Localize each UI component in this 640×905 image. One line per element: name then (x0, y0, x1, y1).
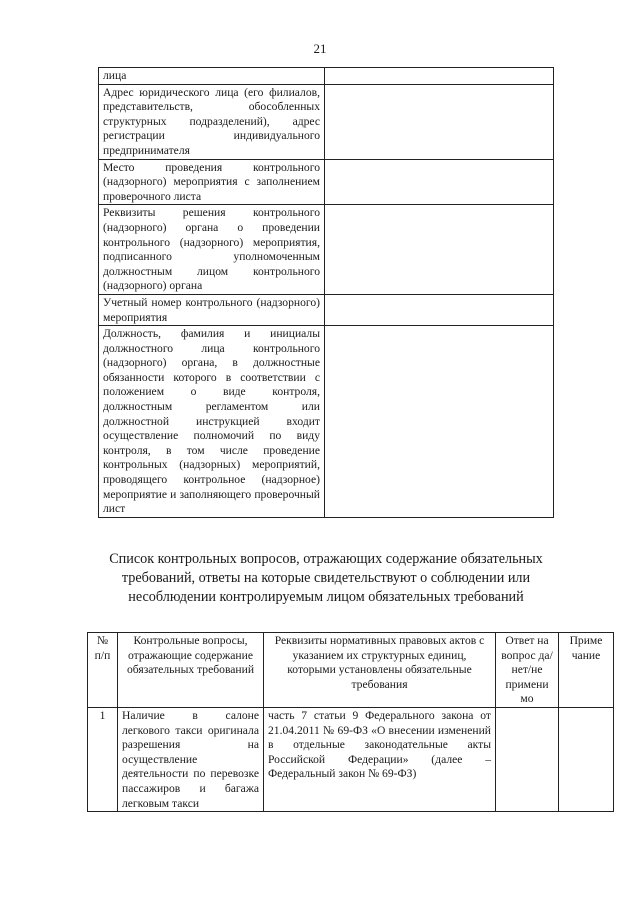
row-note (559, 707, 614, 811)
row-label: Адрес юридического лица (его филиалов, представительств, обособленных структурных подразделений), адрес регистрации индивидуального предпринимателя (99, 84, 325, 159)
section-heading: Список контрольных вопросов, отражающих содержание обязательных требований, ответы на которые свидетельствуют о соблюдении или несоблюдении контролируемым лицом обязательных требований (109, 551, 543, 605)
row-value (325, 326, 554, 518)
row-label: Учетный номер контрольного (надзорного) мероприятия (99, 294, 325, 325)
table-row (99, 159, 554, 205)
inspection-info-table (98, 67, 554, 518)
row-question: Наличие в салоне легкового такси оригинала разрешения на осуществление деятельности по перевозке пассажиров и багажа легковым такси (118, 707, 264, 811)
column-header-answer: Ответ на вопрос да/нет/не примени мо (496, 633, 559, 708)
table-row (99, 294, 554, 325)
row-value (325, 205, 554, 295)
page-number: 21 (313, 41, 327, 56)
column-header-note: Приме чание (559, 633, 614, 708)
column-header-requisites: Реквизиты нормативных правовых актов с указанием их структурных единиц, которыми установлены обязательные требования (264, 633, 496, 708)
row-answer (496, 707, 559, 811)
row-label: Место проведения контрольного (надзорного) мероприятия с заполнением проверочного листа (99, 159, 325, 205)
row-value (325, 68, 554, 85)
table-row (99, 68, 554, 85)
row-requisites: часть 7 статьи 9 Федерального закона от 21.04.2011 № 69-ФЗ «О внесении изменений в отдельные законодательные акты Российской Федерации» (далее – Федеральный закон № 69-ФЗ) (264, 707, 496, 811)
row-value (325, 159, 554, 205)
table-row (99, 84, 554, 159)
column-header-number: № п/п (88, 633, 118, 708)
table-row (99, 326, 554, 518)
table-row (88, 707, 614, 811)
table-row (99, 205, 554, 295)
control-questions-table (87, 632, 614, 812)
row-label: лица (99, 68, 325, 85)
column-header-question: Контрольные вопросы, отражающие содержание обязательных требований (118, 633, 264, 708)
row-label: Реквизиты решения контрольного (надзорного) органа о проведении контрольного (надзорного) мероприятия, подписанного уполномоченным должностным лицом контрольного (надзорного) органа (99, 205, 325, 295)
row-label: Должность, фамилия и инициалы должностного лица контрольного (надзорного) органа, в должностные обязанности которого в соответствии с положением о виде контроля, должностным регламентом или должностной инструкцией входит осуществление полномочий по виду контроля, в том числе проведение контрольных (надзорных) мероприятий, проводящего контрольное (надзорное) мероприятие и заполняющего проверочный лист (99, 326, 325, 518)
row-number: 1 (88, 707, 118, 811)
row-value (325, 84, 554, 159)
row-value (325, 294, 554, 325)
table-header-row (88, 633, 614, 708)
